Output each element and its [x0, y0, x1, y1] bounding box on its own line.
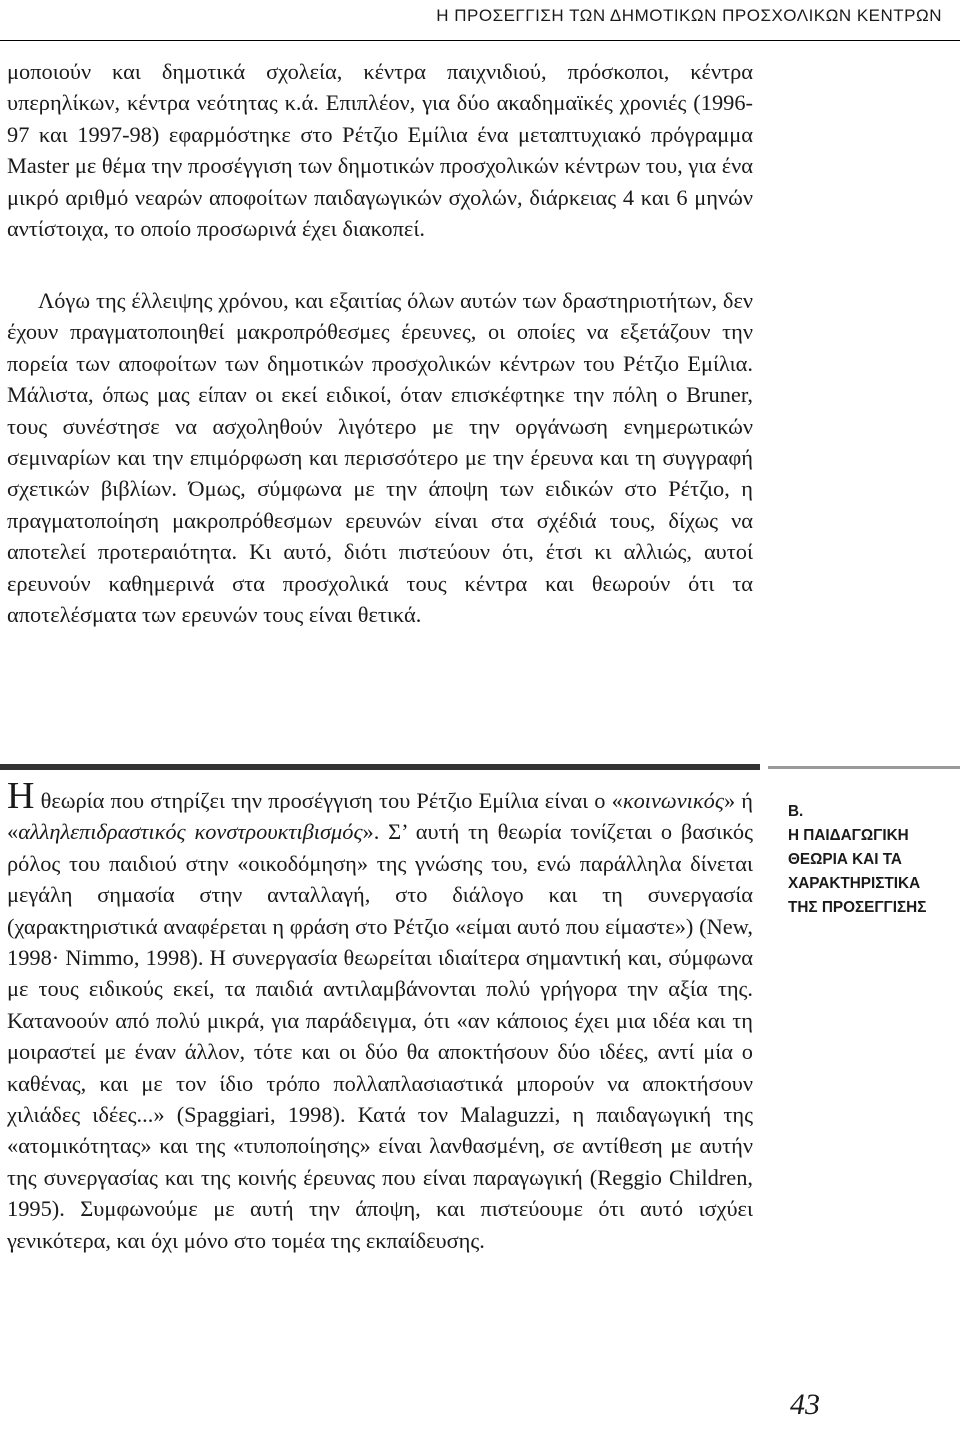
section-title-line: ΘΕΩΡΙΑ ΚΑΙ ΤΑ	[788, 851, 902, 868]
section-b-rest: ». Σ’ αυτή τη θεωρία τονίζεται ο βασικός ρόλος του παιδιού στην «οικοδόμηση» της γνώσης του, ενώ παράλληλα δίνεται μεγάλη σημασία στην ανταλλαγή, στο διάλογο και τη συνεργασία (χαρακτηριστικά αναφέρεται η φράση στο Ρέτζιο «είμαι αυτό που είμαστε») (New, 1998· Nimmo, 1998). Η συνεργασία θεωρείται ιδιαίτερα σημαντική και, σύμφωνα με τους ειδικούς εκεί, τα παιδιά αντιλαμβάνονται πολύ γρήγορα την αξία της. Κατανοούν από πολύ μικρά, για παράδειγμα, ότι «αν κάποιος έχει μια ιδέα και τη μοιραστεί με έναν άλλον, τότε και οι δύο θα αποκτήσουν δύο ιδέες, αντί μία ο καθένας, και με τον ίδιο τρόπο πολλαπλασιαστικά μπορούν να αποκτήσουν χιλιάδες ιδέες...» (Spaggiari, 1998). Κατά τον Malaguzzi, η παιδαγωγική της «ατομικότητας» και της «τυποποίησης» είναι λανθασμένη, σε αντίθεση με αυτήν της συνεργασίας και της κοινής έρευνας που είναι παραγωγική (Reggio Children, 1995). Συμφωνούμε με αυτή την άποψη, και πιστεύουμε ότι αυτό ισχύει γενικότερα, και όχι μόνο στο τομέα της εκπαίδευσης.	[7, 819, 753, 1253]
running-header: Η ΠΡΟΣΕΓΓΙΣΗ ΤΩΝ ΔΗΜΟΤΙΚΩΝ ΠΡΟΣΧΟΛΙΚΩΝ ΚΕΝΤΡΩΝ	[436, 6, 942, 25]
section-title-line: ΧΑΡΑΚΤΗΡΙΣΤΙΚΑ	[788, 875, 921, 892]
paragraph-2: Λόγω της έλλειψης χρόνου, και εξαιτίας όλων αυτών των δραστηριοτήτων, δεν έχουν πραγματοποιηθεί μακροπρόθεσμες έρευνες, οι οποίες να εξετάζουν την πορεία των αποφοίτων των δημοτικών προσχολικών κέντρων του Ρέτζιο Εμίλια. Μάλιστα, όπως μας είπαν οι εκεί ειδικοί, όταν επισκέφτηκε την πόλη ο Bruner, τους συνέστησε να ασχοληθούν λιγότερο με την οργάνωση ενημερωτικών σεμιναρίων και την επιμόρφωση και περισσότερο με την έρευνα και τη συγγραφή σχετικών βιβλίων. Όμως, σύμφωνα με την άποψη των ειδικών στο Ρέτζιο, η πραγματοποίηση μακροπρόθεσμων ερευνών είναι στα σχέδιά τους, δίχως να αποτελεί προτεραιότητα. Κι αυτό, διότι πιστεύουν ότι, έτσι κι αλλιώς, αυτοί ερευνούν καθημερινά στα προσχολικά τους κέντρα και θεωρούν ότι τα αποτελέσματα των ερευνών τους είναι θετικά.	[7, 288, 753, 628]
section-b-paragraph	[7, 775, 753, 1256]
section-divider-sidebar	[768, 766, 960, 769]
term-interactive-constructivism: αλληλεπιδραστικός κονστρουκτιβισμός	[18, 819, 363, 845]
section-b-between: » ή «	[7, 788, 753, 845]
header-rule	[0, 40, 960, 41]
paragraph-1: μοποιούν και δημοτικά σχολεία, κέντρα παιχνιδιού, πρόσκοποι, κέντρα υπερηλίκων, κέντρα νεότητας κ.ά. Επιπλέον, για δύο ακαδημαϊκές χρονιές (1996-97 και 1997-98) εφαρμόστηκε στο Ρέτζιο Εμίλια ένα μεταπτυχιακό πρόγραμμα Master με θέμα την προσέγγιση των δημοτικών προσχολικών κέντρων του, για ένα μικρό αριθμό νεαρών αποφοίτων παιδαγωγικών σχολών, διάρκειας 4 και 6 μηνών αντίστοιχα, το οποίο προσωρινά έχει διακοπεί.	[7, 59, 753, 242]
page-number: 43	[790, 1388, 820, 1421]
section-sidebar	[788, 800, 960, 920]
section-b-intro: θεωρία που στηρίζει την προσέγγιση του Ρέτζιο Εμίλια είναι ο «	[34, 788, 623, 813]
section-title-line: Η ΠΑΙΔΑΓΩΓΙΚΗ	[788, 827, 909, 844]
term-social: κοινωνικός	[622, 788, 724, 813]
drop-cap: Η	[7, 775, 35, 817]
section-number: B.	[788, 803, 804, 820]
section-title-line: ΤΗΣ ΠΡΟΣΕΓΓΙΣΗΣ	[788, 899, 927, 916]
section-divider	[0, 764, 760, 770]
